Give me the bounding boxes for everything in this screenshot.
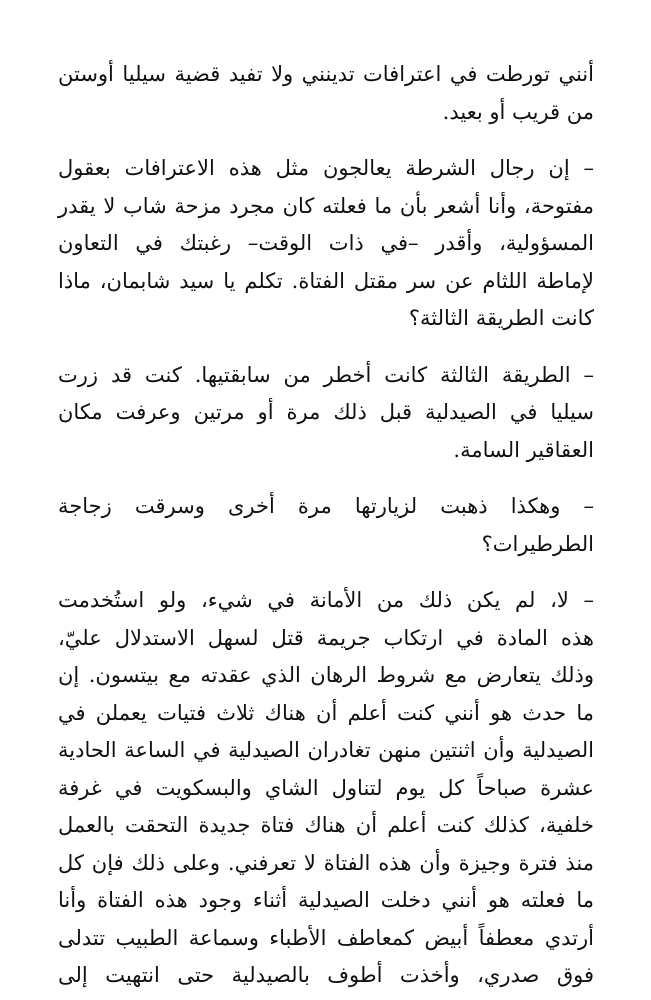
text-line: المسؤولية، وأقدر –في ذات الوقت– رغبتك في التعاون	[58, 231, 594, 255]
paragraph	[58, 488, 594, 563]
text-line: الطرطيرات؟	[481, 531, 594, 556]
paragraph	[58, 357, 594, 470]
paragraph	[58, 150, 594, 338]
text-line: لإماطة اللثام عن سر مقتل الفتاة. تكلم يا سيد شابمان، ماذا	[58, 268, 594, 293]
text-line: الصيدلية وأن اثنتين منهن تغادران الصيدلية في الساعة الحادية	[58, 738, 594, 762]
text-line: مفتوحة، وأنا أشعر بأن ما فعلته كان مجرد مزحة شاب لا يقدر	[58, 193, 594, 218]
text-line: من قريب أو بعيد.	[442, 99, 594, 124]
text-line: منذ فترة وجيزة وأن هذه الفتاة لا تعرفني. وعلى ذلك فإن كل	[58, 850, 594, 875]
text-line: وذلك يتعارض مع شروط الرهان الذي عقدته مع بيتسون. إن	[58, 663, 594, 687]
text-line: – لا، لم يكن ذلك من الأمانة في شيء، ولو استُخدمت	[58, 588, 594, 612]
paragraph	[58, 56, 594, 131]
paragraph	[58, 582, 594, 995]
text-line: عشرة صباحاً كل يوم لتناول الشاي والبسكويت في غرفة	[58, 775, 594, 800]
text-line: ما حدث هو أنني كنت أعلم أن هناك ثلاث فتيات يعملن في	[58, 700, 594, 725]
text-line: أرتدي معطفاً أبيض كمعاطف الأطباء وسماعة الطبيب تتدلى	[58, 925, 594, 950]
text-line: أنني تورطت في اعترافات تدينني ولا تفيد قضية سيليا أوستن	[58, 62, 594, 86]
text-line: – الطريقة الثالثة كانت أخطر من سابقتيها. كنت قد زرت	[58, 362, 594, 387]
text-line: خلفية، كذلك كنت أعلم أن هناك فتاة جديدة التحقت بالعمل	[58, 813, 594, 837]
text-line: – وهكذا ذهبت لزيارتها مرة أخرى وسرقت زجاجة	[58, 494, 594, 518]
text-line: فوق صدري، وأخذت أطوف بالصيدلية حتى انتهيت إلى	[58, 963, 594, 987]
book-page	[58, 56, 594, 995]
text-line: هذه المادة في ارتكاب جريمة قتل لسهل الاستدلال عليّ،	[58, 625, 594, 650]
text-line: ما فعلته هو أنني دخلت الصيدلية أثناء وجود هذه الفتاة وأنا	[58, 888, 594, 912]
paragraph-gap	[58, 338, 594, 357]
paragraph-gap	[58, 563, 594, 582]
paragraph-gap	[58, 469, 594, 488]
text-line: – إن رجال الشرطة يعالجون مثل هذه الاعترافات بعقول	[58, 156, 594, 180]
text-line: سيليا في الصيدلية قبل ذلك مرة أو مرتين وعرفت مكان	[58, 400, 594, 424]
paragraph-gap	[58, 131, 594, 150]
text-line: العقاقير السامة.	[453, 437, 594, 462]
text-line: كانت الطريقة الثالثة؟	[408, 306, 594, 330]
